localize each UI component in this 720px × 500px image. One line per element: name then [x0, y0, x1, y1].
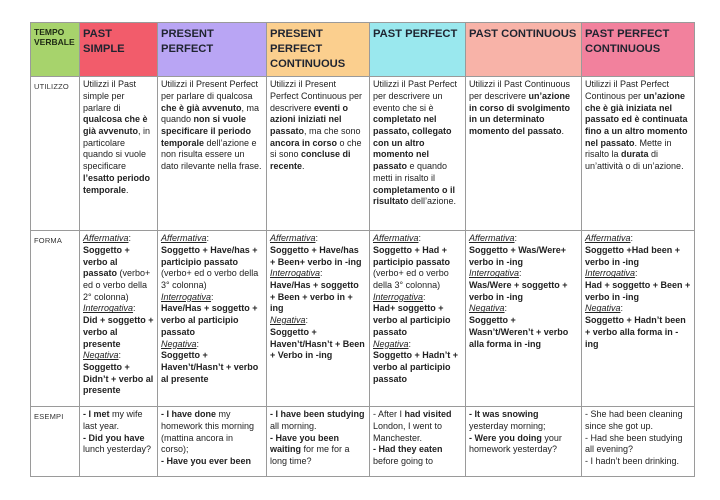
row-utilizzo [31, 77, 695, 231]
example-text: all morning. [270, 421, 317, 432]
highlight: qualcosa che è già avvenuto [83, 114, 148, 137]
interrogativa-label: Interrogativa [469, 268, 520, 279]
utilizzo-past-continuous [466, 77, 582, 231]
affermativa-label: Affermativa [270, 233, 316, 244]
text: Utilizzi il Past Continuous per descrivere [469, 79, 571, 102]
utilizzo-present-perfect [158, 77, 267, 231]
highlight: completato nel passato, collegato con un altro momento nel passato [373, 114, 452, 172]
highlight: non si vuole specificare il periodo temporale [161, 114, 252, 148]
forma-present-perfect-continuous: Affermativa: Soggetto + Have/has + Been+ verbo in -ing Interrogativa: Have/Has + soggetto + Been + verbo in + ing Negativa: Soggetto + Haven’t/Hasn’t + Been + Verbo in -ing [267, 231, 370, 407]
example-text: - After I [373, 409, 405, 420]
esempi-past-perfect [370, 407, 466, 477]
negativa-formula: Soggetto + Haven’t/Hasn’t + Been + Verbo in -ing [270, 326, 365, 361]
text: Utilizzi il Past Perfect Continous per [585, 79, 670, 102]
negativa-formula: Soggetto + Hadn’t been + verbo alla forma in -ing [585, 315, 686, 349]
interrogativa-formula: Have/Has + soggetto + verbo al participio passato [161, 303, 258, 337]
affermativa-label: Affermativa [373, 233, 419, 244]
header-tempo-verbale: TEMPO VERBALE [31, 23, 80, 77]
interrogativa-label: Interrogativa [373, 291, 424, 302]
negativa-label: Negativa [469, 303, 505, 314]
text: . Mette in risalto la [585, 137, 672, 160]
example-text: my wife last year. [83, 409, 143, 432]
utilizzo-past-perfect-continuous [582, 77, 695, 231]
highlight: completamento o il risultato [373, 184, 456, 207]
text: , ma quando [161, 102, 260, 125]
negativa-label: Negativa [585, 303, 621, 314]
text: di un’attività o di un’azione. [585, 149, 684, 172]
text: e quando metti in risalto il [373, 161, 448, 183]
forma-past-continuous: Affermativa: Soggetto + Was/Were+ verbo in -ing Interrogativa: Was/Were + soggetto + verbo in -ing Negativa: Soggetto + Wasn’t/Weren’t + verbo alla forma in -ing [466, 231, 582, 407]
example-text: - I hadn’t been drinking. [585, 456, 680, 467]
text: . [302, 161, 305, 172]
text: . [126, 184, 129, 195]
interrogativa-formula: Did + soggetto + verbo al presente [83, 315, 154, 349]
negativa-label: Negativa [373, 338, 409, 349]
highlight: l’esatto periodo temporale [83, 172, 151, 195]
highlight: eventi o azioni iniziati nel passato [270, 102, 349, 137]
affermativa-note: (verbo+ ed o verbo della 2° colonna) [83, 268, 151, 302]
highlight: durata [621, 149, 649, 160]
text: dell’azione e non risulta essere un dato rilevante nella frase. [161, 137, 262, 172]
interrogativa-formula: Was/Were + soggetto + verbo in -ing [469, 280, 568, 302]
example-text: - Had she been studying all evening? [585, 432, 683, 455]
text: , ma che sono [304, 126, 361, 137]
row-forma [31, 231, 695, 407]
text: Utilizzi il Present Perfect per parlare di qualcosa [161, 79, 259, 102]
example-verb: - Did you have [83, 432, 145, 443]
esempi-past-simple [80, 407, 158, 477]
forma-past-perfect: Affermativa: Soggetto + Had + participio passato (verbo+ ed o verbo della 3° colonna) Interrogativa: Had+ soggetto + verbo al participio passato Negativa: Soggetto + Hadn’t + verbo al participio passato [370, 231, 466, 407]
row-label-utilizzo: UTILIZZO [31, 77, 80, 231]
negativa-formula: Soggetto + Haven’t/Hasn’t + verbo al presente [161, 350, 259, 384]
highlight: che è già avvenuto [161, 102, 242, 113]
header-past-perfect-continuous: PAST PERFECT CONTINUOUS [582, 23, 695, 77]
esempi-past-continuous [466, 407, 582, 477]
negativa-formula: Soggetto + Hadn’t + verbo al participio passato [373, 350, 459, 384]
negativa-formula: Soggetto + Wasn’t/Weren’t + verbo alla forma in -ing [469, 315, 569, 349]
text: o che si sono [270, 137, 362, 160]
example-text: your homework yesterday? [469, 432, 562, 455]
interrogativa-label: Interrogativa [83, 303, 134, 314]
example-verb: - I have done [161, 409, 217, 420]
text: Utilizzi il Present Perfect Continuous per descrivere [270, 79, 363, 113]
affermativa-formula: Soggetto + verbo al passato [83, 245, 130, 279]
affermativa-note: (verbo+ ed o verbo della 3° colonna) [373, 268, 449, 291]
utilizzo-past-perfect [370, 77, 466, 231]
example-verb: - I met [83, 409, 110, 420]
interrogativa-label: Interrogativa [585, 268, 636, 279]
header-row [31, 23, 695, 77]
highlight: ancora in corso [270, 137, 338, 148]
esempi-present-perfect-continuous [267, 407, 370, 477]
example-text: yesterday morning; [469, 421, 546, 432]
interrogativa-formula: Have/Has + soggetto + Been + verbo in + ing [270, 280, 359, 314]
affermativa-label: Affermativa [469, 233, 515, 244]
affermativa-label: Affermativa [83, 233, 129, 244]
header-past-perfect: PAST PERFECT [370, 23, 466, 77]
header-present-perfect: PRESENT PERFECT [158, 23, 267, 77]
example-verb: - I have been studying [270, 409, 365, 420]
utilizzo-past-simple [80, 77, 158, 231]
esempi-past-perfect-continuous [582, 407, 695, 477]
example-text: my homework this morning (mattina ancora in corso); [161, 409, 255, 455]
negativa-label: Negativa [83, 350, 119, 361]
interrogativa-formula: Had+ soggetto + verbo al participio passato [373, 303, 451, 337]
example-text: lunch yesterday? [83, 444, 152, 455]
text: dell’azione. [408, 196, 457, 207]
text: , in particolare quando si vuole specificare [83, 126, 151, 172]
text: Utilizzi il Past simple per parlare di [83, 79, 137, 113]
example-text: London, I went to Manchester. [373, 421, 443, 443]
forma-present-perfect: Affermativa: Soggetto + Have/has + participio passato (verbo+ ed o verbo della 3° colonna) Interrogativa: Have/Has + soggetto + verbo al participio passato Negativa: Soggetto + Haven’t/Hasn’t + verbo al presente [158, 231, 267, 407]
row-label-esempi: ESEMPI [31, 407, 80, 477]
example-verb: - Have you been waiting [270, 432, 340, 455]
example-verb: - It was snowing [469, 409, 539, 420]
forma-past-simple: Affermativa: Soggetto + verbo al passato (verbo+ ed o verbo della 2° colonna) Interrogativa: Did + soggetto + verbo al presente Negativa: Soggetto + Didn’t + verbo al presente [80, 231, 158, 407]
esempi-present-perfect [158, 407, 267, 477]
negativa-label: Negativa [161, 338, 197, 349]
example-verb: - Have you ever been [161, 456, 252, 467]
highlight: concluse di recente [270, 149, 351, 172]
example-text: before going to [373, 456, 434, 467]
affermativa-label: Affermativa [161, 233, 207, 244]
interrogativa-label: Interrogativa [270, 268, 321, 279]
example-verb: - Were you doing [469, 432, 542, 443]
highlight: un’azione che è già iniziata nel passato ed è continuata fino a un altro momento nel passato [585, 91, 688, 148]
highlight: un’azione in corso di svolgimento in un determinato momento del passato [469, 91, 571, 137]
affermativa-formula: Soggetto + Was/Were+ verbo in -ing [469, 245, 567, 267]
utilizzo-present-perfect-continuous [267, 77, 370, 231]
row-esempi [31, 407, 695, 477]
text: Utilizzi il Past Perfect per descrivere un evento che si è [373, 79, 458, 113]
negativa-label: Negativa [270, 315, 306, 326]
negativa-formula: Soggetto + Didn’t + verbo al presente [83, 361, 154, 396]
header-past-simple: PAST SIMPLE [80, 23, 158, 77]
tenses-table-wrapper [30, 22, 695, 477]
affermativa-formula: Soggetto + Had + participio passato [373, 245, 451, 267]
affermativa-label: Affermativa [585, 233, 631, 244]
header-present-perfect-continuous: PRESENT PERFECT CONTINUOUS [267, 23, 370, 77]
tenses-table [30, 22, 695, 477]
example-verb: had visited [404, 409, 452, 420]
example-text: - She had been cleaning since she got up. [585, 409, 683, 432]
affermativa-note: (verbo+ ed o verbo della 3° colonna) [161, 268, 259, 291]
header-past-continuous: PAST CONTINUOUS [466, 23, 582, 77]
forma-past-perfect-continuous: Affermativa: Soggetto +Had been + verbo in -ing Interrogativa: Had + soggetto + Been + verbo in -ing Negativa: Soggetto + Hadn’t been + verbo alla forma in -ing [582, 231, 695, 407]
interrogativa-label: Interrogativa [161, 291, 212, 302]
affermativa-formula: Soggetto + Have/has + participio passato [161, 245, 258, 267]
interrogativa-formula: Had + soggetto + Been + verbo in -ing [585, 280, 691, 302]
row-label-forma: FORMA [31, 231, 80, 407]
text: . [561, 126, 565, 137]
affermativa-formula: Soggetto +Had been + verbo in -ing [585, 245, 681, 267]
example-verb: - Had they eaten [373, 444, 443, 455]
affermativa-formula: Soggetto + Have/has + Been+ verbo in -ing [270, 245, 362, 267]
example-text: for me for a long time? [270, 444, 350, 467]
